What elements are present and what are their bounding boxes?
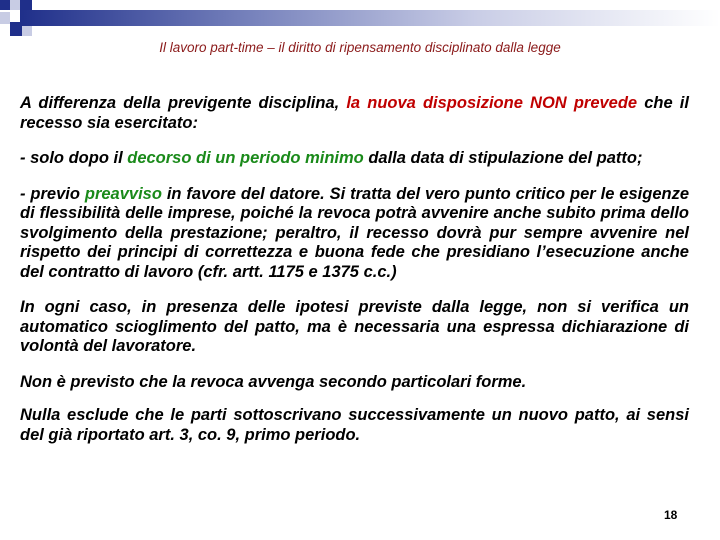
slide-body [20,94,689,461]
paragraph-3: - previo preavviso in favore del datore. Si tratta del vero punto critico per le esigenze di flessibilità delle imprese, poiché la revoca potrà avvenire anche subito prima dello svolgimento della prestazione; peraltro, il recesso dovrà pur sempre avvenire nel rispetto dei principi di correttezza e buona fede che presidiano l’esecuzione anche del contratto di lavoro (cfr. artt. 1175 e 1375 c.c.) [20,184,689,281]
paragraph-5: Non è previsto che la revoca avvenga secondo particolari forme. [20,372,527,391]
paragraph-1: A differenza della previgente disciplina, la nuova disposizione NON prevede che il recesso sia esercitato: [20,94,689,132]
paragraph-2: - solo dopo il decorso di un periodo minimo dalla data di stipulazione del patto; [20,149,643,167]
corner-square-1 [0,0,10,10]
highlight-non-prevede: la nuova disposizione NON prevede [346,94,638,112]
paragraph-6: Nulla esclude che le parti sottoscrivano successivamente un nuovo patto, ai sensi del già riportato art. 3, co. 9, primo periodo. [20,406,689,444]
paragraph-4: In ogni caso, in presenza delle ipotesi previste dalla legge, non si verifica un automatico scioglimento del patto, ma è necessaria una espressa dichiarazione di volontà del lavoratore. [20,298,689,355]
highlight-preavviso: preavviso [84,184,162,203]
highlight-periodo-minimo: decorso di un periodo minimo [127,149,364,167]
page-number: 18 [664,508,678,522]
corner-square-4 [0,12,10,24]
corner-square-2 [10,0,20,10]
corner-square-6 [22,26,32,36]
header-gradient-bar [20,10,720,26]
slide-title: Il lavoro part-time – il diritto di ripensamento disciplinato dalla legge [159,40,561,55]
corner-square-3 [20,0,32,10]
